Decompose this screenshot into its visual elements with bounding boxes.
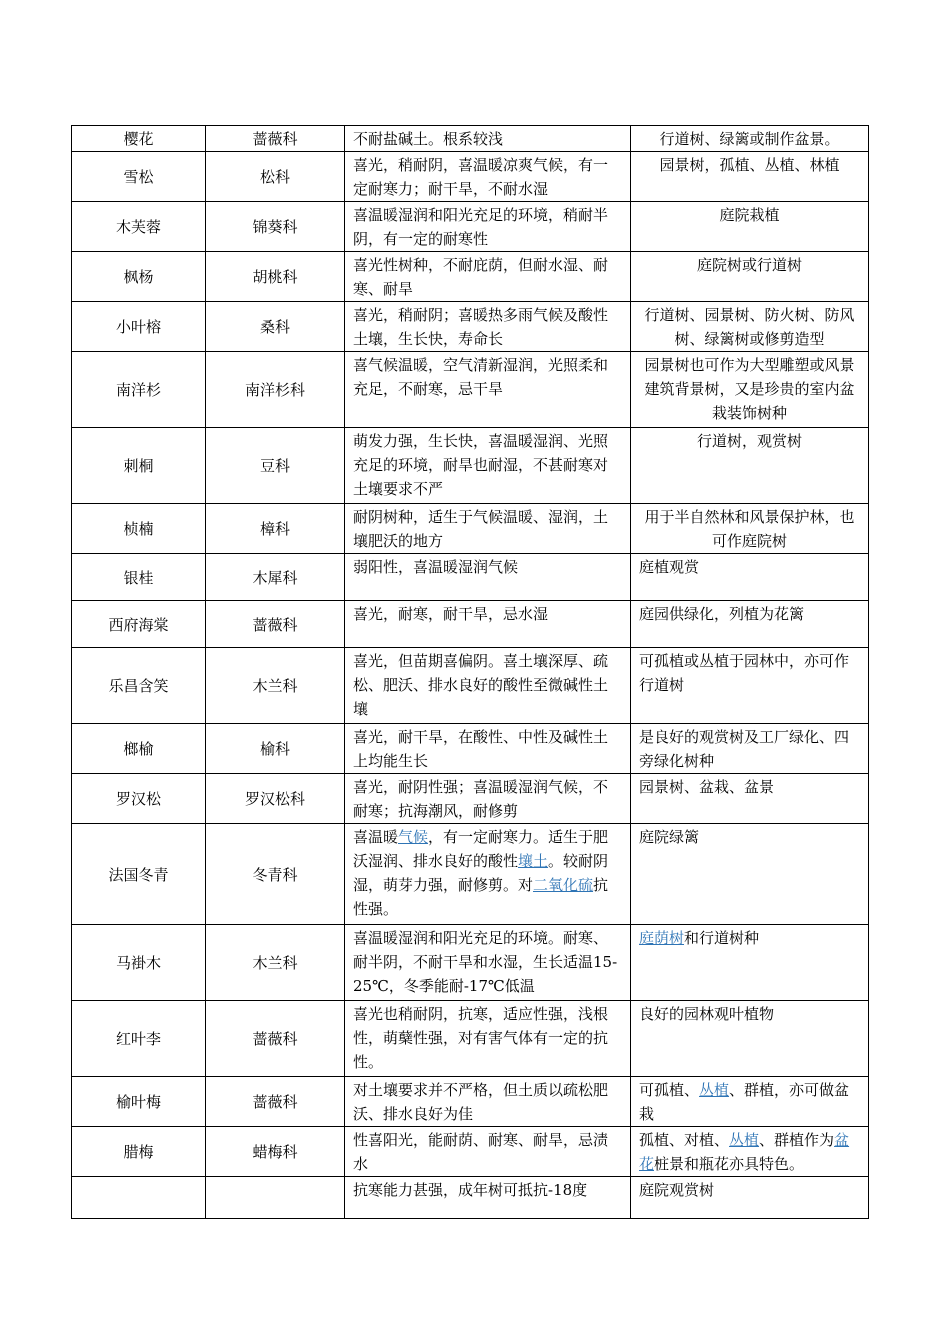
plant-habit: 对土壤要求并不严格，但土质以疏松肥沃、排水良好为佳 [345, 1077, 631, 1127]
plant-use: 可孤植、丛植、群植，亦可做盆栽 [631, 1077, 869, 1127]
table-row [72, 824, 869, 925]
plant-name: 榆叶梅 [72, 1077, 206, 1127]
plant-family: 冬青科 [206, 824, 345, 925]
plant-habit: 喜温暖湿润和阳光充足的环境，稍耐半阴，有一定的耐寒性 [345, 202, 631, 252]
plant-habit: 萌发力强，生长快，喜温暖湿润、光照充足的环境，耐旱也耐湿，不甚耐寒对土壤要求不严 [345, 428, 631, 504]
plant-use: 园景树，孤植、丛植、林植 [631, 152, 869, 202]
link-shade-tree[interactable]: 庭荫树 [639, 929, 685, 947]
plant-family: 罗汉松科 [206, 774, 345, 824]
plant-name: 榔榆 [72, 724, 206, 774]
plant-name: 雪松 [72, 152, 206, 202]
plant-name: 南洋杉 [72, 352, 206, 428]
plant-name: 西府海棠 [72, 601, 206, 648]
table-row [72, 925, 869, 1001]
plant-habit: 喜气候温暖，空气清新湿润，光照柔和充足，不耐寒，忌干旱 [345, 352, 631, 428]
plant-use: 良好的园林观叶植物 [631, 1001, 869, 1077]
plant-habit: 喜光也稍耐阴，抗寒，适应性强，浅根性，萌蘖性强，对有害气体有一定的抗性。 [345, 1001, 631, 1077]
plant-habit: 喜光性树种，不耐庇荫，但耐水湿、耐寒、耐旱 [345, 252, 631, 302]
plant-family: 蜡梅科 [206, 1127, 345, 1177]
link-cluster-planting[interactable]: 丛植 [729, 1131, 760, 1149]
plant-family: 榆科 [206, 724, 345, 774]
table-row [72, 152, 869, 202]
plant-family: 蔷薇科 [206, 601, 345, 648]
table-row [72, 648, 869, 724]
table-row [72, 774, 869, 824]
table-row [72, 1177, 869, 1219]
plant-use: 庭园供绿化，列植为花篱 [631, 601, 869, 648]
plant-family [206, 1177, 345, 1219]
plant-habit: 喜光，耐阴性强；喜温暖湿润气候，不耐寒；抗海潮风，耐修剪 [345, 774, 631, 824]
plant-name: 枫杨 [72, 252, 206, 302]
plant-family: 蔷薇科 [206, 126, 345, 152]
table-row [72, 428, 869, 504]
table-row [72, 202, 869, 252]
plant-habit: 不耐盐碱土。根系较浅 [345, 126, 631, 152]
plant-name: 红叶李 [72, 1001, 206, 1077]
plant-family: 南洋杉科 [206, 352, 345, 428]
plant-family: 蔷薇科 [206, 1077, 345, 1127]
plant-use: 庭院树或行道树 [631, 252, 869, 302]
table-row [72, 724, 869, 774]
plant-name: 法国冬青 [72, 824, 206, 925]
plant-name: 乐昌含笑 [72, 648, 206, 724]
plant-use: 可孤植或丛植于园林中，亦可作行道树 [631, 648, 869, 724]
plant-family: 桑科 [206, 302, 345, 352]
plant-family: 木兰科 [206, 925, 345, 1001]
plant-use: 园景树、盆栽、盆景 [631, 774, 869, 824]
plant-name: 银桂 [72, 554, 206, 601]
plant-habit: 喜光，耐寒，耐干旱，忌水湿 [345, 601, 631, 648]
link-loam[interactable]: 壤土 [518, 852, 549, 870]
table-row [72, 252, 869, 302]
table-row [72, 601, 869, 648]
plant-family: 蔷薇科 [206, 1001, 345, 1077]
plant-use: 庭植观赏 [631, 554, 869, 601]
plant-family: 樟科 [206, 504, 345, 554]
link-climate[interactable]: 气候 [398, 828, 429, 846]
plant-habit: 耐阴树种，适生于气候温暖、湿润，土壤肥沃的地方 [345, 504, 631, 554]
plant-name: 刺桐 [72, 428, 206, 504]
plant-use: 行道树，观赏树 [631, 428, 869, 504]
plant-name: 木芙蓉 [72, 202, 206, 252]
plant-use: 庭荫树和行道树种 [631, 925, 869, 1001]
plant-habit: 喜温暖湿润和阳光充足的环境。耐寒、耐半阴，不耐干旱和水湿，生长适温15-25℃，冬季能耐-17℃低温 [345, 925, 631, 1001]
plant-use: 用于半自然林和风景保护林，也可作庭院树 [631, 504, 869, 554]
plant-habit: 喜光，耐干旱，在酸性、中性及碱性土上均能生长 [345, 724, 631, 774]
plant-use: 庭院观赏树 [631, 1177, 869, 1219]
plant-name: 樱花 [72, 126, 206, 152]
plant-use: 园景树也可作为大型雕塑或风景建筑背景树，又是珍贵的室内盆栽装饰树种 [631, 352, 869, 428]
plant-family: 胡桃科 [206, 252, 345, 302]
plant-use: 庭院栽植 [631, 202, 869, 252]
plant-habit: 抗寒能力甚强，成年树可抵抗-18度 [345, 1177, 631, 1219]
plant-family: 豆科 [206, 428, 345, 504]
plant-name [72, 1177, 206, 1219]
plant-habit: 弱阳性，喜温暖湿润气候 [345, 554, 631, 601]
table-row [72, 1001, 869, 1077]
link-potted-flower[interactable]: 盆花 [639, 1131, 850, 1173]
table-row [72, 554, 869, 601]
plant-family: 锦葵科 [206, 202, 345, 252]
plant-use: 孤植、对植、丛植、群植作为盆花桩景和瓶花亦具特色。 [631, 1127, 869, 1177]
plant-use: 行道树、绿篱或制作盆景。 [631, 126, 869, 152]
table-row [72, 504, 869, 554]
plant-name: 腊梅 [72, 1127, 206, 1177]
plant-family: 木兰科 [206, 648, 345, 724]
plant-use: 是良好的观赏树及工厂绿化、四旁绿化树种 [631, 724, 869, 774]
plant-name: 马褂木 [72, 925, 206, 1001]
plant-name: 罗汉松 [72, 774, 206, 824]
plant-habit: 喜光，稍耐阴；喜暖热多雨气候及酸性土壤，生长快，寿命长 [345, 302, 631, 352]
table-row [72, 1127, 869, 1177]
plant-habit: 喜光，但苗期喜偏阴。喜土壤深厚、疏松、肥沃、排水良好的酸性至微碱性土壤 [345, 648, 631, 724]
plant-name: 桢楠 [72, 504, 206, 554]
plant-habit: 性喜阳光，能耐荫、耐寒、耐旱，忌渍水 [345, 1127, 631, 1177]
plant-use: 庭院绿篱 [631, 824, 869, 925]
table-row [72, 126, 869, 152]
link-cluster-planting[interactable]: 丛植 [699, 1081, 730, 1099]
plant-name: 小叶榕 [72, 302, 206, 352]
plant-habit: 喜光，稍耐阴，喜温暖凉爽气候，有一定耐寒力；耐干旱，不耐水湿 [345, 152, 631, 202]
link-sulfur-dioxide[interactable]: 二氧化硫 [533, 876, 594, 894]
plant-family: 木犀科 [206, 554, 345, 601]
table-row [72, 1077, 869, 1127]
plant-use: 行道树、园景树、防火树、防风树、绿篱树或修剪造型 [631, 302, 869, 352]
plant-table [71, 125, 869, 1219]
table-row [72, 352, 869, 428]
plant-family: 松科 [206, 152, 345, 202]
plant-habit: 喜温暖气候，有一定耐寒力。适生于肥沃湿润、排水良好的酸性壤土。较耐阴湿，萌芽力强，耐修剪。对二氧化硫抗性强。 [345, 824, 631, 925]
table-row [72, 302, 869, 352]
